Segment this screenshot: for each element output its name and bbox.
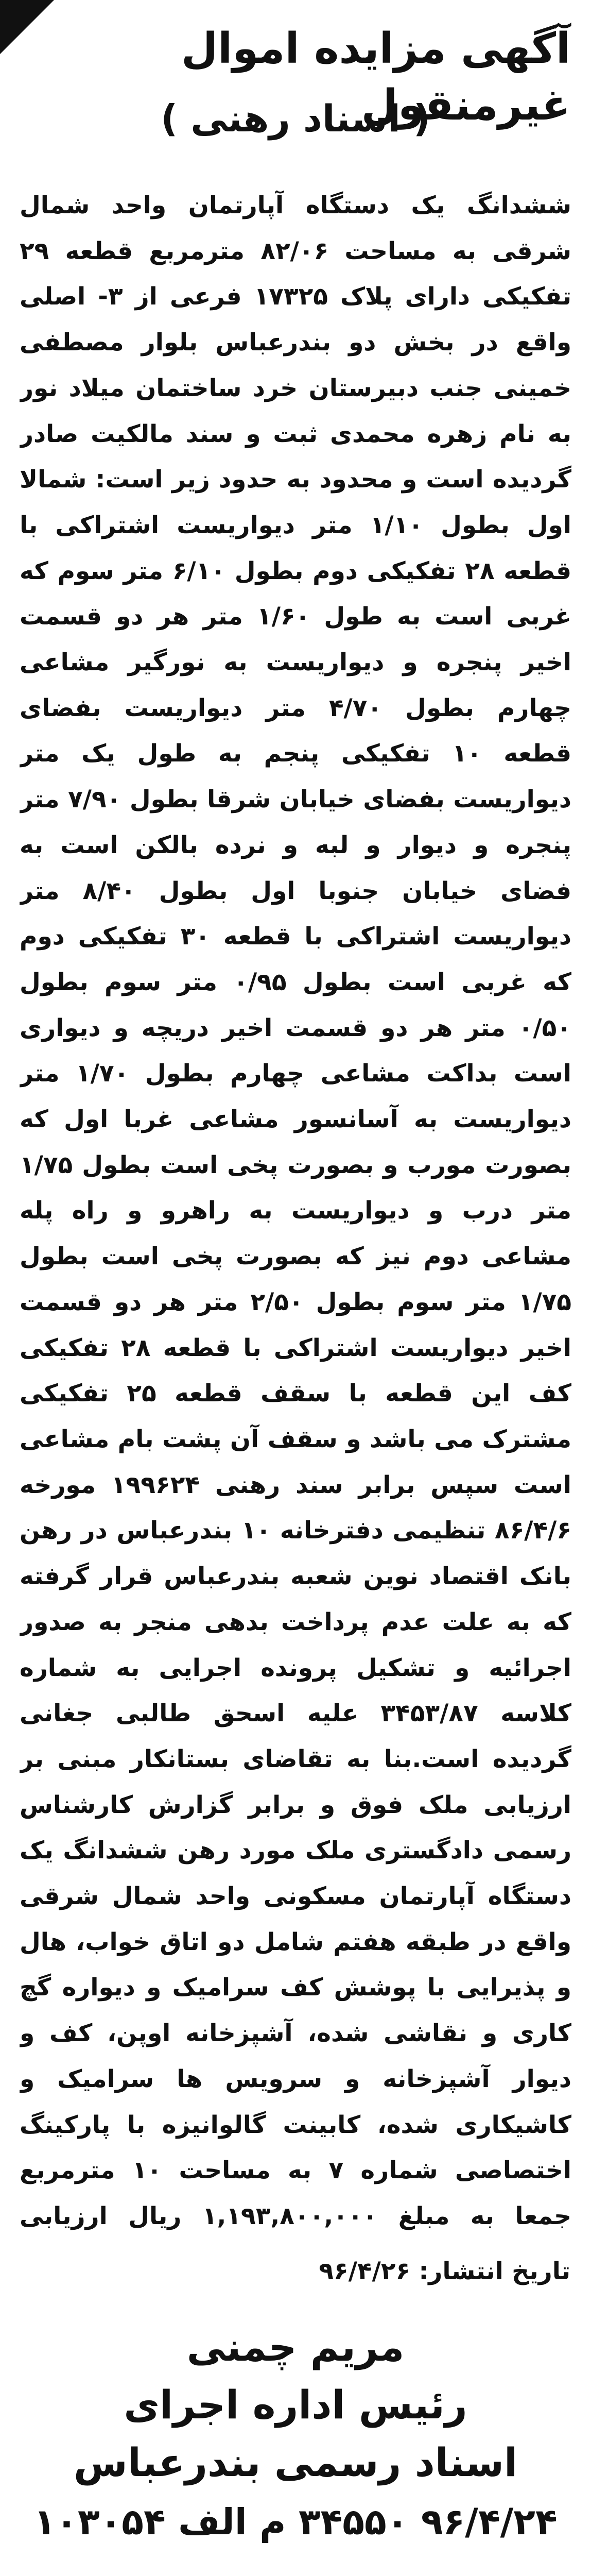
signatory-office: اسناد رسمی بندرعباس xyxy=(73,2439,518,2485)
reference-line: ۹۶/۴/۲۴ ۳۴۵۵۰ م الف ۱۰۳۰۵۴ xyxy=(33,2501,558,2543)
notice-subtitle: ( اسناد رهنی ) xyxy=(161,97,430,140)
notice-title: آگهی مزایده اموال غیرمنقول xyxy=(181,24,570,130)
notice-body: ششدانگ یک دستگاه آپارتمان واحد شمال شرقی به مساحت ۸۲/۰۶ مترمربع قطعه ۲۹ تفکیکی دارای پلاک ۱۷۳۲۵ فرعی از ۳- اصلی واقع در بخش دو بندرعباس بلوار مصطفی خمینی جنب دبیرستان خرد ساختمان میلاد نور به نام زهره محمدی ثبت و سند مالکیت صادر گردیده است و محدود به حدود زیر است: شمالا اول بطول ۱/۱۰ متر دیواریست اشتراکی با قطعه ۲۸ تفکیکی دوم بطول ۶/۱۰ متر سوم که غربی است به طول ۱/۶۰ متر هر دو قسمت اخیر پنجره و دیواریست به نورگیر مشاعی چهارم بطول ۴/۷۰ متر دیواریست بفضای قطعه ۱۰ تفکیکی پنجم به طول یک متر دیواریست بفضای خیابان شرقا بطول ۷/۹۰ متر پنجره و دیوار و لبه و نرده بالکن است به فضای خیابان جنوبا اول بطول ۸/۴۰ متر دیواریست اشتراکی با قطعه ۳۰ تفکیکی دوم که غربی است بطول ۰/۹۵ متر سوم بطول ۰/۵۰ متر هر دو قسمت اخیر دریچه و دیواری است بداکت مشاعی چهارم بطول ۱/۷۰ متر دیواریست به آسانسور مشاعی غربا اول که بصورت مورب و بصورت پخی است بطول ۱/۷۵ متر درب و دیواریست به راهرو و راه پله مشاعی دوم نیز که بصورت پخی است بطول ۱/۷۵ متر سوم بطول ۲/۵۰ متر هر دو قسمت اخیر دیواریست اشتراکی با قطعه ۲۸ تفکیکی کف این قطعه با سقف قطعه ۲۵ تفکیکی مشترک می باشد و سقف آن پشت بام مشاعی است سپس برابر سند رهنی ۱۹۹۶۲۴ مورخه ۸۶/۴/۶ تنظیمی دفترخانه ۱۰ بندرعباس در رهن بانک اقتصاد نوین شعبه بندرعباس قرار گرفته که به علت عدم پرداخت بدهی منجر به صدور اجرائیه و تشکیل پرونده اجرایی به شماره کلاسه ۳۴۵۳/۸۷ علیه اسحق طالبی جغانی گردیده است.بنا به تقاضای بستانکار مبنی بر ارزیابی ملک فوق و برابر گزارش کارشناس رسمی دادگستری ملک مورد رهن ششدانگ یک دستگاه آپارتمان مسکونی واحد شمال شرقی واقع در طبقه هفتم شامل دو اتاق خواب، هال و پذیرایی با پوشش کف سرامیک و دیواره گچ کاری و نقاشی شده، آشپزخانه اوپن، کف و دیوار آشپزخانه و سرویس ها سرامیک و کاشیکاری شده، کابینت گالوانیزه با پارکینگ اختصاصی شماره ۷ به مساحت ۱۰ مترمربع جمعا به مبلغ ۱,۱۹۳,۸۰۰,۰۰۰ ریال ارزیابی xyxy=(20,191,571,2230)
signatory-name: مریم چمنی xyxy=(186,2324,405,2370)
signatory-title: رئیس اداره اجرای xyxy=(124,2382,467,2428)
notice-header xyxy=(0,0,591,170)
signature-block xyxy=(0,2318,591,2492)
publish-date: تاریخ انتشار: ۹۶/۴/۲۶ xyxy=(319,2257,570,2285)
